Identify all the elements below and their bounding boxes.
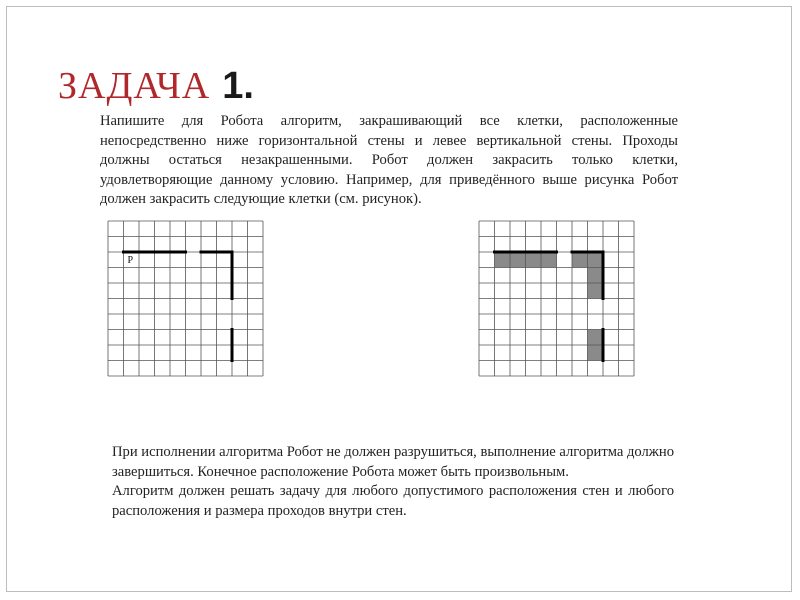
painted-cell [495,252,511,268]
painted-cell [510,252,526,268]
painted-cell [588,330,604,346]
painted-cell [588,252,604,268]
robot-field-initial [107,220,266,379]
task-statement: Напишите для Робота алгоритм, закрашивающий все клетки, расположенные непосредственно ниже горизонтальной стены и левее вертикальной стены. Проходы должны остаться незакрашенными. Робот должен закрасить только клетки, удовлетворяющие данному условию. Например, для приведённого выше рисунка Робот должен закрасить следующие клетки (см. рисунок). [100,113,678,207]
title-word: ЗАДАЧА [58,65,211,107]
painted-cell [588,283,604,299]
robot-field-initial-svg [107,220,266,379]
painted-cell [588,268,604,284]
conditions-note [112,443,674,521]
painted-cell [526,252,542,268]
painted-cell [541,252,557,268]
painted-cell [572,252,588,268]
robot-field-result [478,220,637,379]
slide-title [58,64,254,114]
painted-cell [588,345,604,361]
robot-label: Р [127,255,134,266]
conditions-paragraph-1: При исполнении алгоритма Робот не должен разрушиться, выполнение алгоритма должно завершиться. Конечное расположение Робота может быть произвольным. [112,444,674,480]
title-number: 1. [222,65,254,107]
conditions-paragraph-2: Алгоритм должен решать задачу для любого допустимого расположения стен и любого расположения и размера проходов внутри стен. [112,483,674,519]
robot-field-result-svg [478,220,637,379]
